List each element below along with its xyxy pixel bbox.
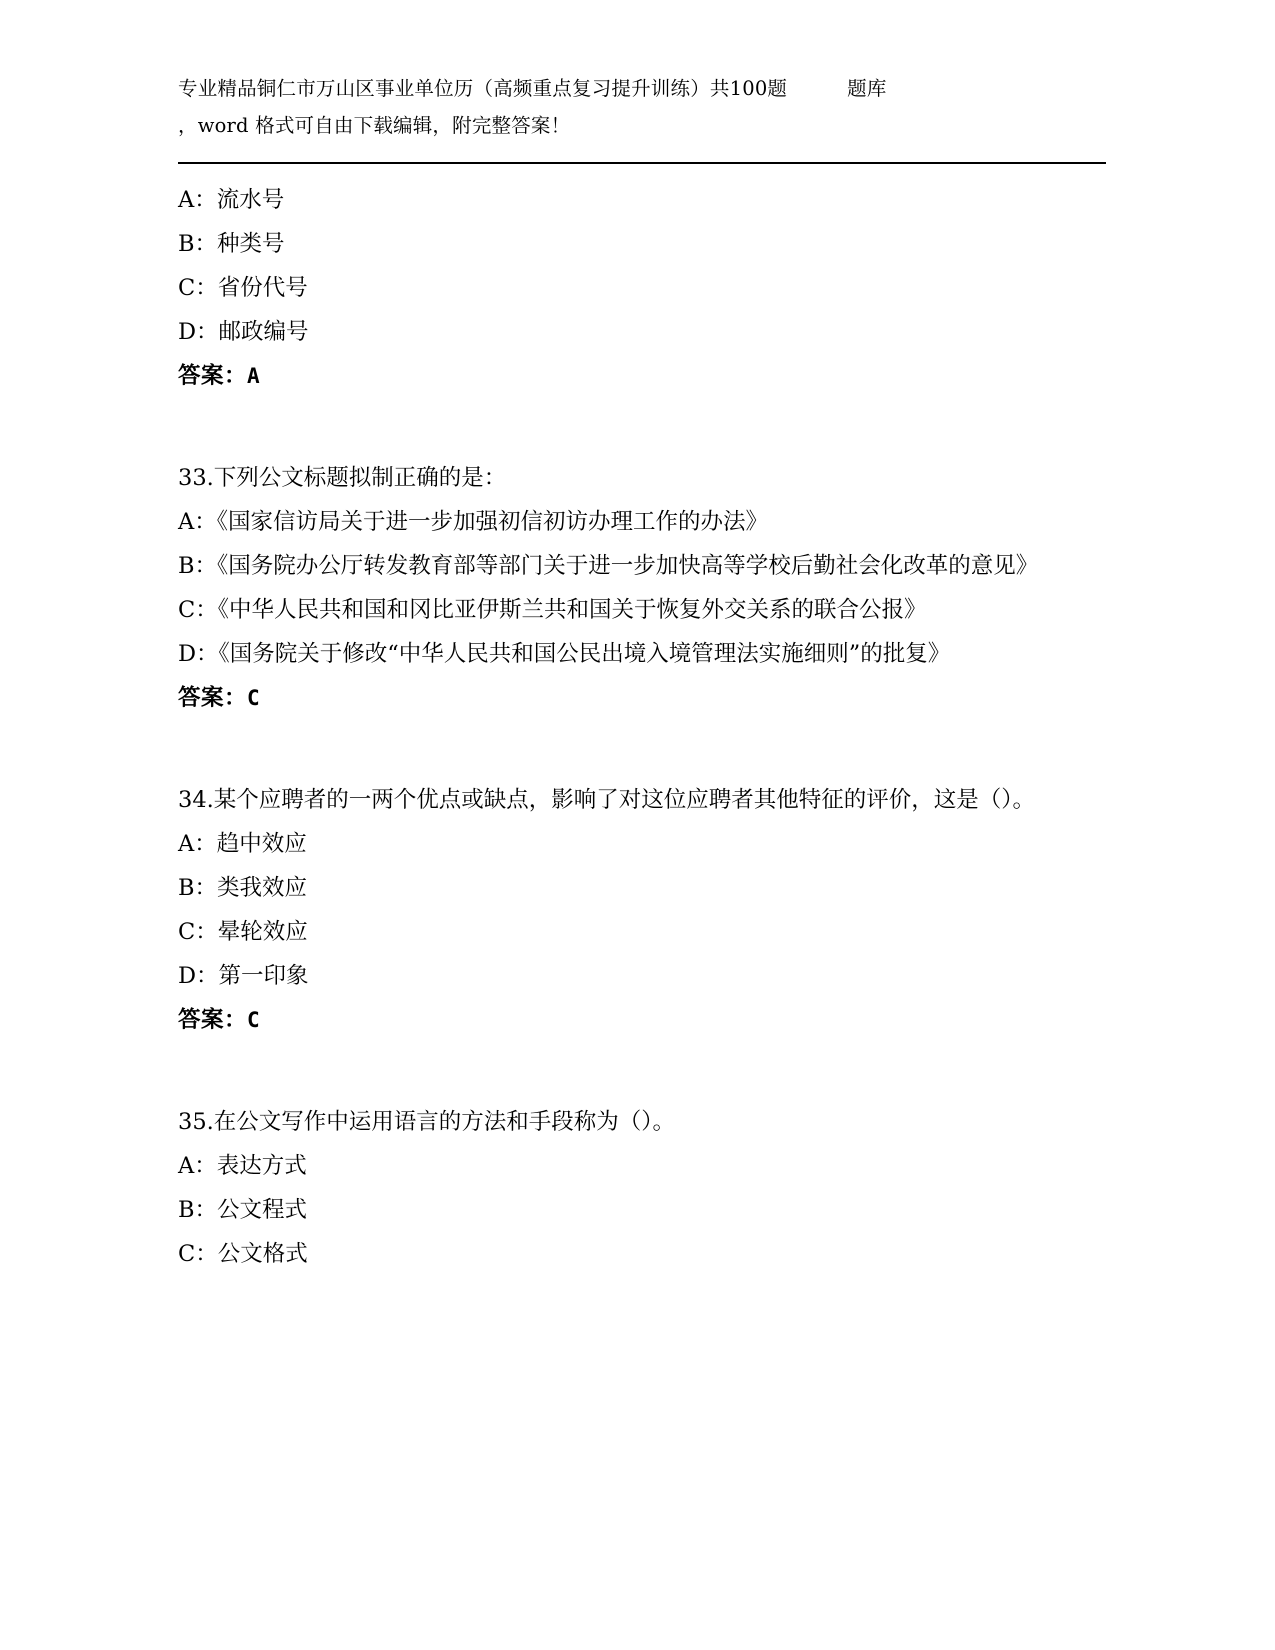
header-divider — [178, 162, 1106, 164]
option-text: 《国家信访局关于进一步加强初信初访办理工作的办法》 — [216, 509, 769, 535]
option-label: C： — [178, 597, 218, 623]
option-text: 《中华人民共和国和冈比亚伊斯兰共和国关于恢复外交关系的联合公报》 — [217, 597, 927, 623]
option-row — [178, 910, 1105, 954]
option-row — [178, 266, 1105, 310]
option-text: 省份代号 — [217, 275, 308, 301]
option-row — [178, 866, 1105, 910]
option-label: A： — [178, 509, 217, 535]
option-row — [178, 178, 1105, 222]
option-row — [178, 588, 1105, 632]
question-block — [178, 778, 1105, 1042]
question-block — [178, 178, 1105, 398]
option-text: 趋中效应 — [216, 831, 307, 857]
option-row — [178, 1188, 1105, 1232]
option-text: 公文格式 — [217, 1241, 308, 1267]
option-row — [178, 500, 1105, 544]
option-row — [178, 632, 1105, 676]
page-header — [178, 70, 1105, 144]
option-label: B： — [178, 553, 218, 579]
option-row — [178, 822, 1105, 866]
question-text: 在公文写作中运用语言的方法和手段称为（）。 — [213, 1109, 676, 1135]
option-text: 种类号 — [217, 231, 285, 257]
option-row — [178, 1144, 1105, 1188]
option-label: C： — [178, 919, 218, 945]
option-label: C： — [178, 1241, 218, 1267]
option-text: 表达方式 — [216, 1153, 307, 1179]
option-row — [178, 544, 1105, 588]
header-line-2: ，word 格式可自由下载编辑，附完整答案！ — [178, 114, 571, 137]
answer-value: C — [247, 686, 261, 710]
option-label: A： — [178, 1153, 217, 1179]
document-content — [178, 178, 1105, 1276]
question-number: 35. — [178, 1109, 214, 1135]
question-text: 某个应聘者的一两个优点或缺点，影响了对这位应聘者其他特征的评价，这是（）。 — [213, 787, 1036, 813]
option-text: 《国务院关于修改“中华人民共和国公民出境入境管理法实施细则”的批复》 — [218, 641, 951, 667]
header-line-1 — [178, 70, 1105, 107]
option-text: 晕轮效应 — [217, 919, 308, 945]
question-stem — [178, 1100, 1105, 1144]
option-label: A： — [178, 831, 217, 857]
answer-label: 答案： — [178, 685, 248, 711]
answer-value: A — [247, 364, 261, 388]
option-label: C： — [178, 275, 218, 301]
option-row — [178, 222, 1105, 266]
option-label: B： — [178, 231, 218, 257]
option-text: 第一印象 — [218, 963, 309, 989]
option-label: A： — [178, 187, 217, 213]
option-row — [178, 1232, 1105, 1276]
answer-row — [178, 998, 1105, 1042]
question-block — [178, 1100, 1105, 1276]
option-label: D： — [178, 641, 219, 667]
question-text: 下列公文标题拟制正确的是： — [213, 465, 507, 491]
option-label: B： — [178, 1197, 218, 1223]
answer-value: C — [247, 1008, 261, 1032]
question-stem — [178, 456, 1105, 500]
option-label: D： — [178, 319, 219, 345]
option-text: 流水号 — [216, 187, 285, 213]
option-text: 类我效应 — [217, 875, 308, 901]
answer-label: 答案： — [178, 363, 248, 389]
answer-label: 答案： — [178, 1007, 248, 1033]
header-title-main: 专业精品铜仁市万山区事业单位历（高频重点复习提升训练）共100题 — [178, 77, 788, 100]
question-number: 33. — [178, 465, 214, 491]
question-block — [178, 456, 1105, 720]
header-title-tail: 题库 — [847, 77, 887, 100]
option-row — [178, 310, 1105, 354]
option-row — [178, 954, 1105, 998]
answer-row — [178, 676, 1105, 720]
question-number: 34. — [178, 787, 214, 813]
option-label: B： — [178, 875, 218, 901]
answer-row — [178, 354, 1105, 398]
option-text: 《国务院办公厅转发教育部等部门关于进一步加快高等学校后勤社会化改革的意见》 — [217, 553, 1039, 579]
option-label: D： — [178, 963, 219, 989]
option-text: 邮政编号 — [218, 319, 309, 345]
option-text: 公文程式 — [217, 1197, 308, 1223]
question-stem — [178, 778, 1105, 822]
